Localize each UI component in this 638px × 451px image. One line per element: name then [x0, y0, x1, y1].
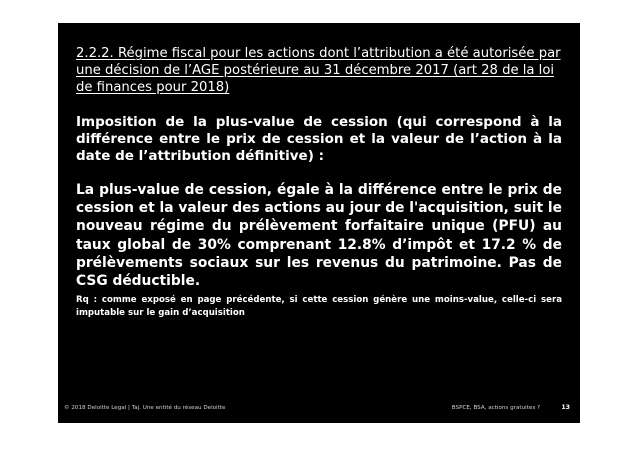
remark-note: Rq : comme exposé en page précédente, si cette cession génère une moins-value, celle-ci sera imputable sur le gain d’acquisition [76, 295, 562, 318]
section-heading: 2.2.2. Régime fiscal pour les actions dont l’attribution a été autorisée par une décision de l’AGE postérieure au 31 décembre 2017 (art 28 de la loi de finances pour 2018) [76, 46, 561, 95]
page-number: 13 [561, 404, 570, 411]
capital-gain-paragraph: La plus-value de cession, égale à la différence entre le prix de cession et la valeur des actions au jour de l'acquisition, suit le nouveau régime du prélèvement forfaitaire unique (PFU) au taux global de 30% comprenant 12.8% d’impôt et 17.2 % de prélèvements sociaux sur les revenus du patrimoine. Pas de CSG déductible. [76, 182, 562, 290]
slide [58, 23, 580, 423]
taxation-intro-paragraph: Imposition de la plus-value de cession (qui correspond à la différence entre le prix de cession et la valeur de l’action à la date de l’attribution définitive) : [76, 114, 562, 164]
footer-copyright: © 2018 Deloitte Legal | Taj. Une entité du réseau Deloitte [64, 405, 226, 411]
footer-topic: BSPCE, BSA, actions gratuites ? [451, 405, 540, 411]
